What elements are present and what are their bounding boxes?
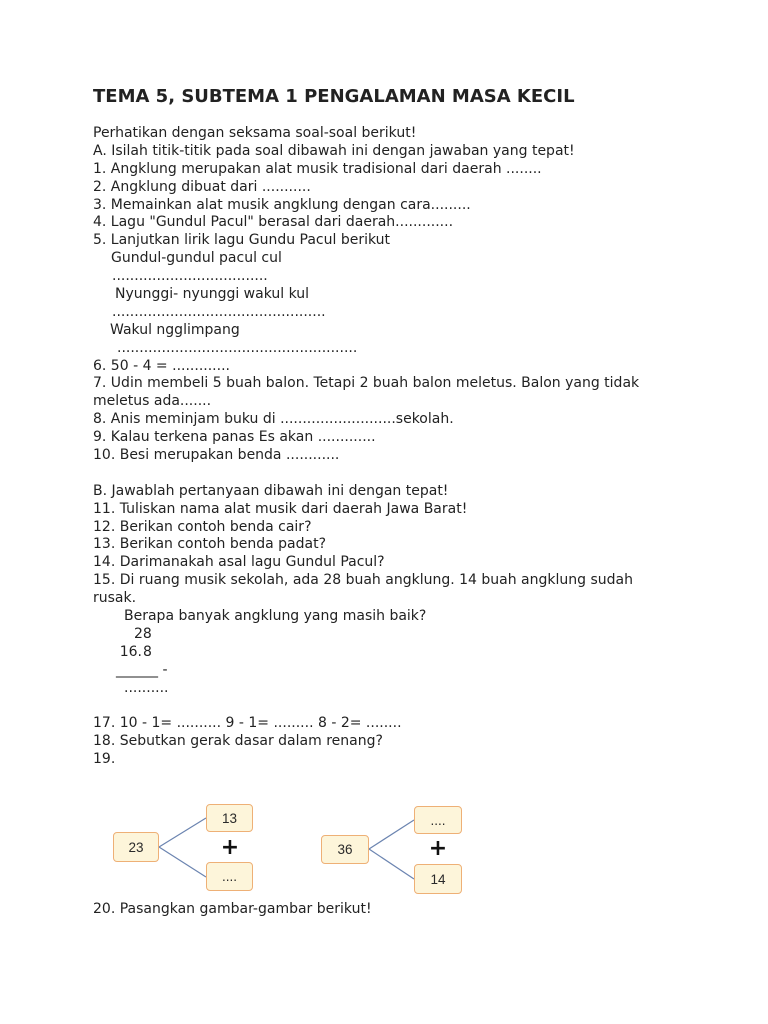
question-8: 8. Anis meminjam buku di ..........................sekolah. (93, 411, 454, 428)
question-20: 20. Pasangkan gambar-gambar berikut! (93, 901, 372, 917)
question-19-label: 19. (93, 751, 116, 768)
diagram-1-part-1-box: 13 (206, 804, 253, 832)
page-title: TEMA 5, SUBTEMA 1 PENGALAMAN MASA KECIL (93, 86, 575, 107)
question-15-line-2: rusak. (93, 590, 137, 607)
question-10: 10. Besi merupakan benda ............ (93, 447, 340, 464)
question-16-row (93, 625, 713, 660)
lyric-blank-1: ................................... (112, 268, 268, 285)
question-11: 11. Tuliskan nama alat musik dari daerah Jawa Barat! (93, 500, 468, 517)
question-7-line-1: 7. Udin membeli 5 buah balon. Tetapi 2 buah balon meletus. Balon yang tidak (93, 375, 640, 392)
connector-line (369, 820, 414, 849)
question-3: 3. Memainkan alat musik angklung dengan cara......... (93, 196, 471, 213)
minuend-value: 28 (134, 625, 152, 642)
question-12: 12. Berikan contoh benda cair? (93, 518, 312, 535)
question-14: 14. Darimanakah asal lagu Gundul Pacul? (93, 554, 385, 571)
spacer (93, 698, 713, 716)
question-15-line-1: 15. Di ruang musik sekolah, ada 28 buah angklung. 14 buah angklung sudah (93, 572, 633, 589)
subtrahend-value: 8 (143, 643, 152, 660)
diagram-2-plus-sign: + (428, 836, 448, 861)
connector-line (159, 818, 206, 847)
diagram-1-whole-box: 23 (113, 832, 159, 862)
question-7-line-2: meletus ada....... (93, 393, 212, 410)
question-4: 4. Lagu "Gundul Pacul" berasal dari daerah............. (93, 214, 454, 231)
lyric-line-1: Gundul-gundul pacul cul (111, 250, 282, 267)
question-1: 1. Angklung merupakan alat musik tradisional dari daerah ........ (93, 160, 542, 177)
question-16-answer-blank: .......... (124, 679, 169, 696)
diagram-2-whole-box: 36 (321, 835, 369, 864)
question-9: 9. Kalau terkena panas Es akan ............. (93, 429, 376, 446)
diagram-1-plus-sign: + (220, 835, 240, 860)
connector-line (159, 847, 206, 877)
question-18: 18. Sebutkan gerak dasar dalam renang? (93, 733, 383, 750)
lyric-blank-3: ...................................................... (117, 339, 358, 356)
question-13: 13. Berikan contoh benda padat? (93, 536, 326, 553)
section-b-heading: B. Jawablah pertanyaan dibawah ini dengan tepat! (93, 482, 449, 499)
lyric-line-2: Nyunggi- nyunggi wakul kul (115, 286, 310, 303)
question-16-rule: ______ - (116, 661, 168, 678)
question-2: 2. Angklung dibuat dari ........... (93, 178, 311, 195)
spacer (93, 465, 713, 483)
lyric-blank-2: ................................................ (112, 303, 326, 320)
intro-text: Perhatikan dengan seksama soal-soal berikut! (93, 125, 417, 141)
connector-line (369, 849, 414, 879)
question-5-prompt: 5. Lanjutkan lirik lagu Gundu Pacul berikut (93, 232, 391, 249)
diagram-2-part-1-box: .... (414, 806, 462, 834)
section-a-heading: A. Isilah titik-titik pada soal dibawah ini dengan jawaban yang tepat! (93, 142, 575, 159)
question-6: 6. 50 - 4 = ............. (93, 357, 230, 374)
lyric-line-3: Wakul ngglimpang (110, 321, 240, 338)
diagram-1-part-2-box: .... (206, 862, 253, 891)
worksheet-body (93, 125, 713, 769)
diagram-2-part-2-box: 14 (414, 864, 462, 894)
question-16-label: 16. (119, 643, 142, 660)
question-15-line-3: Berapa banyak angklung yang masih baik? (124, 608, 427, 625)
question-16-subtrahend-row (93, 644, 713, 662)
question-17: 17. 10 - 1= .......... 9 - 1= ......... 8 - 2= ........ (93, 715, 402, 732)
